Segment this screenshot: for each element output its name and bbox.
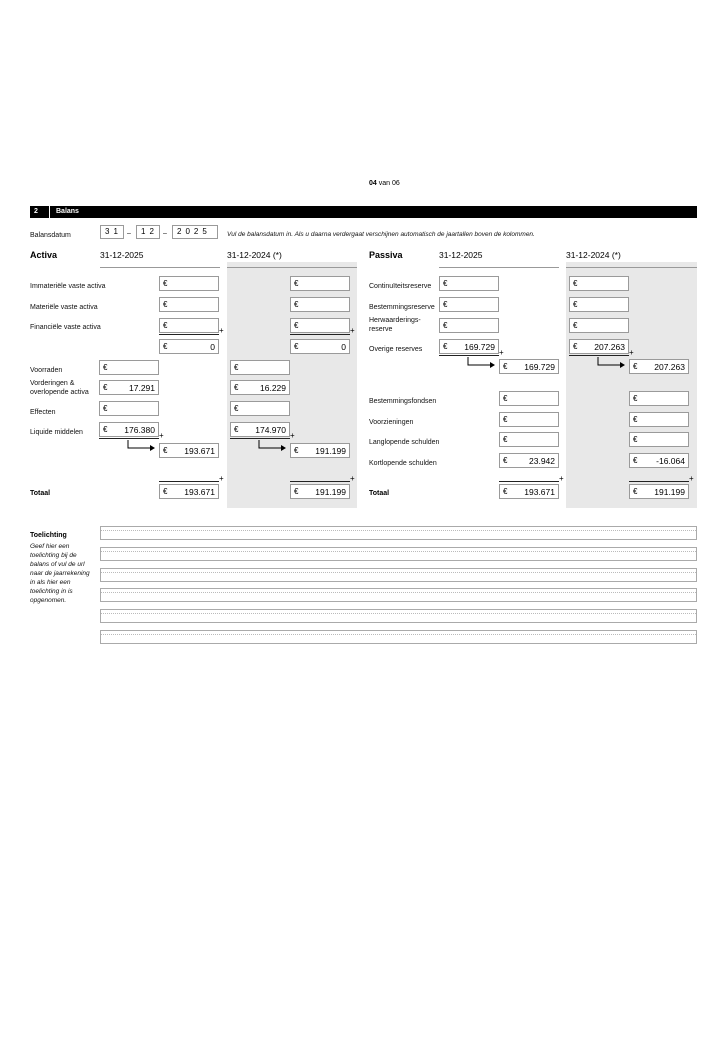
balansdatum-day-input[interactable]: 31 (100, 225, 124, 239)
activa-previous-vlottend-subtotal: € 191.199 (290, 443, 350, 458)
activa-current-vaste-subtotal: € 0 (159, 339, 219, 354)
arrow-icon (257, 440, 289, 454)
row-label-vorderingen: Vorderingen & overlopende activa (30, 380, 89, 396)
toelichting-input-line-3[interactable] (100, 568, 697, 582)
passiva-previous-kortlopend-input[interactable]: € -16.064 (629, 453, 689, 468)
row-label-langlopend: Langlopende schulden (369, 439, 440, 446)
toelichting-input-line-2[interactable] (100, 547, 697, 561)
activa-col-previous: 31-12-2024 (*) (227, 250, 282, 260)
toelichting-title: Toelichting (30, 532, 67, 539)
row-label-kortlopend: Kortlopende schulden (369, 460, 437, 467)
toelichting-input-line-1[interactable] (100, 526, 697, 540)
date-separator: – (127, 230, 131, 237)
toelichting-input-line-4[interactable] (100, 588, 697, 602)
activa-current-financieel-input[interactable]: € (159, 318, 219, 333)
toelichting-hint: Geef hier een toelichting bij de balans of vul de url naar de jaarrekening in als hier een toelichting in is opgenomen. (30, 543, 90, 604)
sum-rule (99, 438, 159, 439)
activa-previous-immaterieel-input[interactable]: € (290, 276, 350, 291)
sum-rule (159, 481, 219, 482)
passiva-current-bestemmingsfondsen-input[interactable]: € (499, 391, 559, 406)
sum-rule (290, 481, 350, 482)
header-rule (227, 267, 357, 268)
passiva-previous-bestemmingsfondsen-input[interactable]: € (629, 391, 689, 406)
plus-sign: + (559, 474, 564, 483)
passiva-current-kortlopend-input[interactable]: € 23.942 (499, 453, 559, 468)
toelichting-input-line-6[interactable] (100, 630, 697, 644)
passiva-current-voorzieningen-input[interactable]: € (499, 412, 559, 427)
section-title: Balans (56, 208, 79, 215)
row-label-bestemmingsreserve: Bestemmingsreserve (369, 304, 435, 311)
passiva-col-current: 31-12-2025 (439, 250, 483, 260)
arrow-icon (466, 357, 498, 371)
activa-previous-voorraden-input[interactable]: € (230, 360, 290, 375)
passiva-previous-langlopend-input[interactable]: € (629, 432, 689, 447)
balansdatum-label: Balansdatum (30, 232, 71, 239)
activa-current-vorderingen-input[interactable]: € 17.291 (99, 380, 159, 395)
row-label-effecten: Effecten (30, 409, 56, 416)
page-number: 04 van 06 (369, 180, 400, 187)
activa-current-totaal: € 193.671 (159, 484, 219, 499)
plus-sign: + (689, 474, 694, 483)
activa-current-liquide-input[interactable]: € 176.380 (99, 422, 159, 437)
plus-sign: + (290, 431, 295, 440)
activa-title: Activa (30, 250, 58, 260)
activa-current-materieel-input[interactable]: € (159, 297, 219, 312)
row-label-herwaardering: Herwaarderings-reserve (369, 317, 421, 333)
activa-col-current: 31-12-2025 (100, 250, 144, 260)
activa-previous-materieel-input[interactable]: € (290, 297, 350, 312)
passiva-current-totaal: € 193.671 (499, 484, 559, 499)
sum-rule (290, 334, 350, 335)
plus-sign: + (159, 431, 164, 440)
sum-rule (629, 481, 689, 482)
passiva-col-previous: 31-12-2024 (*) (566, 250, 621, 260)
passiva-current-overige-input[interactable]: € 169.729 (439, 339, 499, 354)
plus-sign: + (219, 326, 224, 335)
activa-previous-totaal: € 191.199 (290, 484, 350, 499)
passiva-title: Passiva (369, 250, 403, 260)
plus-sign: + (629, 348, 634, 357)
sum-rule (499, 481, 559, 482)
balansdatum-year-input[interactable]: 2025 (172, 225, 218, 239)
passiva-previous-voorzieningen-input[interactable]: € (629, 412, 689, 427)
sum-rule (439, 355, 499, 356)
row-label-voorraden: Voorraden (30, 367, 63, 374)
sum-rule (569, 355, 629, 356)
row-label-liquide: Liquide middelen (30, 429, 83, 436)
section-header-bar (30, 206, 697, 218)
activa-previous-liquide-input[interactable]: € 174.970 (230, 422, 290, 437)
activa-previous-vorderingen-input[interactable]: € 16.229 (230, 380, 290, 395)
passiva-current-bestemmingsreserve-input[interactable]: € (439, 297, 499, 312)
row-label-totaal-passiva: Totaal (369, 490, 390, 497)
row-label-financieel: Financiële vaste activa (30, 324, 101, 331)
activa-current-vlottend-subtotal: € 193.671 (159, 443, 219, 458)
activa-current-effecten-input[interactable]: € (99, 401, 159, 416)
row-label-overige: Overige reserves (369, 346, 423, 353)
plus-sign: + (350, 326, 355, 335)
header-rule (566, 267, 697, 268)
passiva-current-herwaardering-input[interactable]: € (439, 318, 499, 333)
toelichting-input-line-5[interactable] (100, 609, 697, 623)
section-number: 2 (30, 206, 50, 218)
row-label-immaterieel: Immateriële vaste activa (30, 283, 106, 290)
activa-previous-financieel-input[interactable]: € (290, 318, 350, 333)
row-label-bestemmingsfondsen: Bestemmingsfondsen (369, 398, 437, 405)
plus-sign: + (219, 474, 224, 483)
date-separator: – (163, 230, 167, 237)
activa-current-immaterieel-input[interactable]: € (159, 276, 219, 291)
header-rule (100, 267, 220, 268)
row-label-materieel: Materiële vaste activa (30, 304, 98, 311)
balansdatum-hint: Vul de balansdatum in. Als u daarna verdergaat verschijnen automatisch de jaartallen boven de kolommen. (227, 231, 535, 238)
activa-previous-effecten-input[interactable]: € (230, 401, 290, 416)
activa-current-voorraden-input[interactable]: € (99, 360, 159, 375)
balansdatum-month-input[interactable]: 12 (136, 225, 160, 239)
passiva-current-langlopend-input[interactable]: € (499, 432, 559, 447)
passiva-previous-herwaardering-input[interactable]: € (569, 318, 629, 333)
plus-sign: + (499, 348, 504, 357)
activa-previous-vaste-subtotal: € 0 (290, 339, 350, 354)
sum-rule (230, 438, 290, 439)
sum-rule (159, 334, 219, 335)
header-rule (439, 267, 559, 268)
row-label-totaal-activa: Totaal (30, 490, 51, 497)
row-label-voorzieningen: Voorzieningen (369, 419, 414, 426)
passiva-previous-eigen-vermogen: € 207.263 (629, 359, 689, 374)
passiva-previous-overige-input[interactable]: € 207.263 (569, 339, 629, 354)
plus-sign: + (350, 474, 355, 483)
passiva-previous-totaal: € 191.199 (629, 484, 689, 499)
arrow-icon (596, 357, 628, 371)
passiva-previous-bestemmingsreserve-input[interactable]: € (569, 297, 629, 312)
arrow-icon (126, 440, 158, 454)
row-label-continuiteit: Continuïteitsreserve (369, 283, 432, 290)
passiva-current-eigen-vermogen: € 169.729 (499, 359, 559, 374)
passiva-current-continuiteit-input[interactable]: € (439, 276, 499, 291)
passiva-previous-continuiteit-input[interactable]: € (569, 276, 629, 291)
